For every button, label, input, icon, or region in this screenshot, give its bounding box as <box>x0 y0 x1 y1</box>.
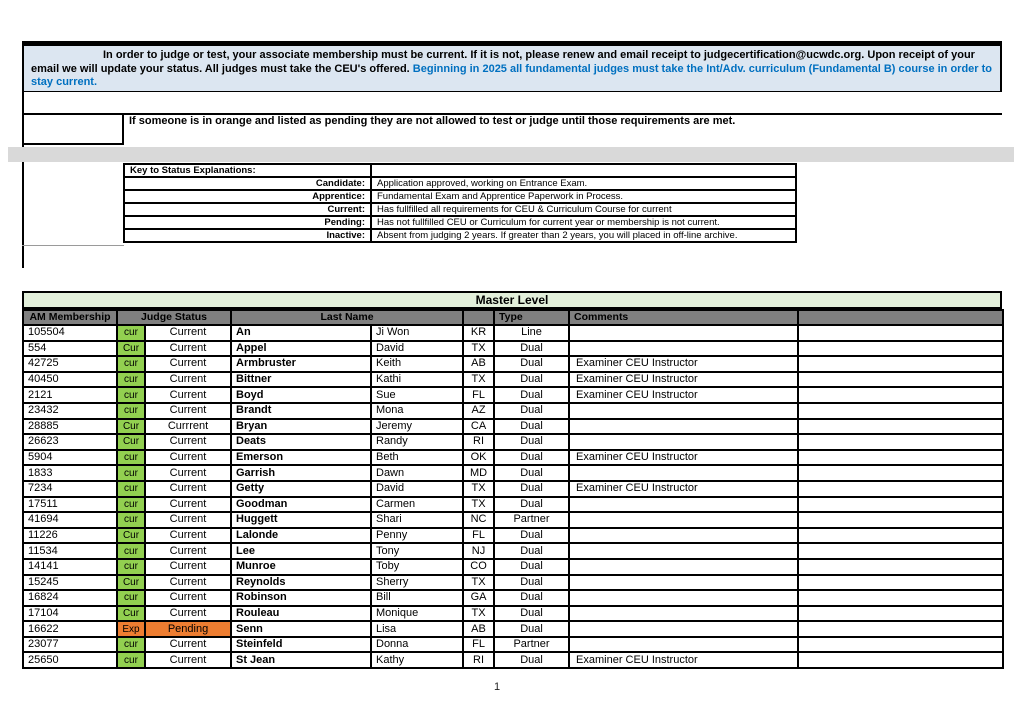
last-name-cell: Boyd <box>231 387 371 403</box>
last-name-cell: Reynolds <box>231 575 371 591</box>
status-badge: Cur <box>117 434 145 450</box>
empty-cell <box>798 543 1003 559</box>
comments-cell <box>569 512 798 528</box>
comments-cell <box>569 434 798 450</box>
type-cell: Dual <box>494 341 569 357</box>
status-badge: cur <box>117 387 145 403</box>
type-cell: Dual <box>494 559 569 575</box>
am-membership-cell: 7234 <box>23 481 117 497</box>
judge-status-cell: Current <box>145 434 231 450</box>
last-name-cell: Garrish <box>231 465 371 481</box>
first-name-cell: Tony <box>371 543 463 559</box>
key-row <box>124 216 796 229</box>
comments-cell: Examiner CEU Instructor <box>569 356 798 372</box>
status-badge: cur <box>117 403 145 419</box>
first-name-cell: Sherry <box>371 575 463 591</box>
table-row <box>23 559 1003 575</box>
state-cell: TX <box>463 497 494 513</box>
type-cell: Dual <box>494 590 569 606</box>
membership-notice-banner <box>22 41 1002 92</box>
judge-status-cell: Current <box>145 590 231 606</box>
am-membership-cell: 25650 <box>23 652 117 668</box>
table-row <box>23 403 1003 419</box>
last-name-cell: Huggett <box>231 512 371 528</box>
judge-status-cell: Current <box>145 606 231 622</box>
am-membership-cell: 16824 <box>23 590 117 606</box>
state-cell: RI <box>463 434 494 450</box>
divider-line <box>22 245 124 246</box>
state-cell: OK <box>463 450 494 466</box>
am-membership-cell: 1833 <box>23 465 117 481</box>
type-cell: Dual <box>494 356 569 372</box>
table-row <box>23 481 1003 497</box>
judge-status-cell: Current <box>145 559 231 575</box>
empty-cell <box>798 497 1003 513</box>
first-name-cell: Jeremy <box>371 419 463 435</box>
empty-cell <box>798 450 1003 466</box>
last-name-cell: An <box>231 325 371 341</box>
status-badge: cur <box>117 543 145 559</box>
status-badge: cur <box>117 481 145 497</box>
table-row <box>23 606 1003 622</box>
judge-status-cell: Current <box>145 372 231 388</box>
comments-cell <box>569 575 798 591</box>
comments-cell: Examiner CEU Instructor <box>569 387 798 403</box>
status-badge: Exp <box>117 621 145 637</box>
comments-cell <box>569 341 798 357</box>
key-label: Current: <box>124 203 371 216</box>
key-row <box>124 203 796 216</box>
empty-cell <box>798 481 1003 497</box>
am-membership-cell: 17104 <box>23 606 117 622</box>
comments-cell <box>569 528 798 544</box>
am-membership-cell: 41694 <box>23 512 117 528</box>
empty-cell <box>371 164 796 177</box>
state-cell: NC <box>463 512 494 528</box>
judge-status-cell: Current <box>145 512 231 528</box>
last-name-cell: Bittner <box>231 372 371 388</box>
first-name-cell: Kathi <box>371 372 463 388</box>
am-membership-cell: 14141 <box>23 559 117 575</box>
table-row <box>23 528 1003 544</box>
state-cell: NJ <box>463 543 494 559</box>
last-name-cell: Armbruster <box>231 356 371 372</box>
first-name-cell: Ji Won <box>371 325 463 341</box>
empty-cell <box>798 575 1003 591</box>
status-badge: Cur <box>117 419 145 435</box>
last-name-cell: St Jean <box>231 652 371 668</box>
judge-status-cell: Current <box>145 356 231 372</box>
type-cell: Dual <box>494 543 569 559</box>
last-name-cell: Lee <box>231 543 371 559</box>
first-name-cell: Sue <box>371 387 463 403</box>
judge-status-cell: Current <box>145 528 231 544</box>
table-row <box>23 497 1003 513</box>
judge-table-body <box>23 325 1003 668</box>
empty-cell <box>22 113 124 145</box>
table-row <box>23 575 1003 591</box>
status-badge: cur <box>117 652 145 668</box>
table-row <box>23 434 1003 450</box>
header-last-name: Last Name <box>231 310 463 325</box>
comments-cell: Examiner CEU Instructor <box>569 450 798 466</box>
state-cell: MD <box>463 465 494 481</box>
first-name-cell: Donna <box>371 637 463 653</box>
last-name-cell: Appel <box>231 341 371 357</box>
type-cell: Dual <box>494 372 569 388</box>
state-cell: TX <box>463 481 494 497</box>
table-row <box>23 621 1003 637</box>
type-cell: Dual <box>494 606 569 622</box>
table-row <box>23 372 1003 388</box>
last-name-cell: Getty <box>231 481 371 497</box>
first-name-cell: David <box>371 481 463 497</box>
am-membership-cell: 16622 <box>23 621 117 637</box>
state-cell: TX <box>463 372 494 388</box>
table-row <box>23 450 1003 466</box>
last-name-cell: Robinson <box>231 590 371 606</box>
comments-cell <box>569 325 798 341</box>
first-name-cell: Kathy <box>371 652 463 668</box>
state-cell: FL <box>463 528 494 544</box>
first-name-cell: Carmen <box>371 497 463 513</box>
key-row <box>124 229 796 242</box>
status-badge: cur <box>117 637 145 653</box>
key-description: Has not fullfilled CEU or Curriculum for current year or membership is not current. <box>371 216 796 229</box>
state-cell: GA <box>463 590 494 606</box>
last-name-cell: Brandt <box>231 403 371 419</box>
state-cell: FL <box>463 637 494 653</box>
header-type: Type <box>494 310 569 325</box>
comments-cell <box>569 606 798 622</box>
table-row <box>23 465 1003 481</box>
am-membership-cell: 40450 <box>23 372 117 388</box>
judge-status-cell: Current <box>145 543 231 559</box>
status-badge: Cur <box>117 341 145 357</box>
key-title: Key to Status Explanations: <box>124 164 371 177</box>
comments-cell <box>569 403 798 419</box>
status-badge: cur <box>117 372 145 388</box>
status-badge: cur <box>117 356 145 372</box>
judge-status-cell: Current <box>145 387 231 403</box>
first-name-cell: Randy <box>371 434 463 450</box>
first-name-cell: Dawn <box>371 465 463 481</box>
judge-status-cell: Current <box>145 450 231 466</box>
type-cell: Dual <box>494 481 569 497</box>
judge-status-cell: Currrent <box>145 419 231 435</box>
am-membership-cell: 26623 <box>23 434 117 450</box>
first-name-cell: Keith <box>371 356 463 372</box>
type-cell: Dual <box>494 528 569 544</box>
comments-cell <box>569 543 798 559</box>
header-comments: Comments <box>569 310 798 325</box>
status-badge: Cur <box>117 528 145 544</box>
comments-cell <box>569 419 798 435</box>
first-name-cell: Mona <box>371 403 463 419</box>
empty-cell <box>798 387 1003 403</box>
status-badge: cur <box>117 559 145 575</box>
status-badge: cur <box>117 325 145 341</box>
type-cell: Dual <box>494 652 569 668</box>
first-name-cell: Shari <box>371 512 463 528</box>
empty-cell <box>798 637 1003 653</box>
last-name-cell: Bryan <box>231 419 371 435</box>
last-name-cell: Deats <box>231 434 371 450</box>
judge-roster-table <box>22 309 1004 669</box>
type-cell: Dual <box>494 621 569 637</box>
comments-cell: Examiner CEU Instructor <box>569 372 798 388</box>
comments-cell <box>569 637 798 653</box>
type-cell: Dual <box>494 387 569 403</box>
key-row <box>124 177 796 190</box>
judge-status-cell: Current <box>145 652 231 668</box>
empty-cell <box>798 606 1003 622</box>
status-badge: cur <box>117 497 145 513</box>
key-label: Apprentice: <box>124 190 371 203</box>
table-row <box>23 419 1003 435</box>
state-cell: RI <box>463 652 494 668</box>
table-row <box>23 356 1003 372</box>
first-name-cell: Lisa <box>371 621 463 637</box>
last-name-cell: Senn <box>231 621 371 637</box>
empty-cell <box>798 652 1003 668</box>
key-description: Absent from judging 2 years. If greater than 2 years, you will placed in off-line archive. <box>371 229 796 242</box>
banner-text <box>31 49 993 90</box>
status-badge: Cur <box>117 575 145 591</box>
first-name-cell: Bill <box>371 590 463 606</box>
table-row <box>23 512 1003 528</box>
am-membership-cell: 23432 <box>23 403 117 419</box>
last-name-cell: Rouleau <box>231 606 371 622</box>
banner-text-blue: Beginning in 2025 all fundamental judges must take the Int/Adv. curriculum (Fundamental B) course in order to stay current. <box>31 62 993 88</box>
first-name-cell: Toby <box>371 559 463 575</box>
gray-divider-band <box>8 147 1014 162</box>
table-row <box>23 543 1003 559</box>
last-name-cell: Emerson <box>231 450 371 466</box>
am-membership-cell: 2121 <box>23 387 117 403</box>
empty-cell <box>798 341 1003 357</box>
table-row <box>23 341 1003 357</box>
header-am-membership: AM Membership <box>23 310 117 325</box>
judge-status-cell: Pending <box>145 621 231 637</box>
judge-status-cell: Current <box>145 497 231 513</box>
last-name-cell: Munroe <box>231 559 371 575</box>
comments-cell: Examiner CEU Instructor <box>569 652 798 668</box>
status-key-table <box>123 163 797 243</box>
empty-cell <box>798 403 1003 419</box>
last-name-cell: Steinfeld <box>231 637 371 653</box>
judge-status-cell: Current <box>145 465 231 481</box>
am-membership-cell: 5904 <box>23 450 117 466</box>
state-cell: CA <box>463 419 494 435</box>
state-cell: TX <box>463 575 494 591</box>
comments-cell <box>569 559 798 575</box>
first-name-cell: Beth <box>371 450 463 466</box>
empty-cell <box>798 465 1003 481</box>
am-membership-cell: 28885 <box>23 419 117 435</box>
state-cell: KR <box>463 325 494 341</box>
page-number: 1 <box>493 681 501 693</box>
status-badge: cur <box>117 512 145 528</box>
table-row <box>23 652 1003 668</box>
first-name-cell: Monique <box>371 606 463 622</box>
state-cell: AB <box>463 356 494 372</box>
am-membership-cell: 11534 <box>23 543 117 559</box>
empty-cell <box>798 356 1003 372</box>
status-badge: Cur <box>117 606 145 622</box>
last-name-cell: Lalonde <box>231 528 371 544</box>
type-cell: Partner <box>494 637 569 653</box>
am-membership-cell: 554 <box>23 341 117 357</box>
table-row <box>23 387 1003 403</box>
am-membership-cell: 23077 <box>23 637 117 653</box>
type-cell: Dual <box>494 450 569 466</box>
comments-cell: Examiner CEU Instructor <box>569 481 798 497</box>
status-badge: cur <box>117 450 145 466</box>
key-description: Has fullfilled all requirements for CEU & Curriculum Course for current <box>371 203 796 216</box>
empty-cell <box>798 325 1003 341</box>
last-name-cell: Goodman <box>231 497 371 513</box>
empty-cell <box>798 559 1003 575</box>
type-cell: Dual <box>494 434 569 450</box>
section-title-master-level: Master Level <box>22 291 1002 309</box>
table-row <box>23 325 1003 341</box>
empty-cell <box>798 590 1003 606</box>
type-cell: Dual <box>494 419 569 435</box>
judge-status-cell: Current <box>145 325 231 341</box>
key-description: Application approved, working on Entrance Exam. <box>371 177 796 190</box>
type-cell: Line <box>494 325 569 341</box>
header-state <box>463 310 494 325</box>
table-header-row <box>23 310 1003 325</box>
state-cell: CO <box>463 559 494 575</box>
status-badge: cur <box>117 590 145 606</box>
orange-pending-notice: If someone is in orange and listed as pending they are not allowed to test or judge until those requirements are met. <box>129 115 736 127</box>
judge-status-cell: Current <box>145 341 231 357</box>
judge-status-cell: Current <box>145 637 231 653</box>
am-membership-cell: 42725 <box>23 356 117 372</box>
empty-cell <box>798 621 1003 637</box>
judge-status-cell: Current <box>145 575 231 591</box>
header-extra <box>798 310 1003 325</box>
key-label: Candidate: <box>124 177 371 190</box>
key-row <box>124 190 796 203</box>
type-cell: Dual <box>494 465 569 481</box>
comments-cell <box>569 497 798 513</box>
status-badge: cur <box>117 465 145 481</box>
state-cell: AZ <box>463 403 494 419</box>
key-label: Inactive: <box>124 229 371 242</box>
am-membership-cell: 11226 <box>23 528 117 544</box>
empty-cell <box>798 372 1003 388</box>
judge-status-cell: Current <box>145 481 231 497</box>
first-name-cell: David <box>371 341 463 357</box>
empty-cell <box>798 434 1003 450</box>
state-cell: TX <box>463 341 494 357</box>
am-membership-cell: 105504 <box>23 325 117 341</box>
type-cell: Dual <box>494 497 569 513</box>
type-cell: Dual <box>494 575 569 591</box>
comments-cell <box>569 621 798 637</box>
table-row <box>23 637 1003 653</box>
state-cell: AB <box>463 621 494 637</box>
empty-cell <box>798 512 1003 528</box>
key-label: Pending: <box>124 216 371 229</box>
am-membership-cell: 15245 <box>23 575 117 591</box>
header-judge-status: Judge Status <box>117 310 231 325</box>
comments-cell <box>569 465 798 481</box>
empty-cell <box>798 528 1003 544</box>
key-header-row <box>124 164 796 177</box>
table-row <box>23 590 1003 606</box>
empty-cell <box>798 419 1003 435</box>
state-cell: TX <box>463 606 494 622</box>
type-cell: Dual <box>494 403 569 419</box>
judge-status-cell: Current <box>145 403 231 419</box>
type-cell: Partner <box>494 512 569 528</box>
comments-cell <box>569 590 798 606</box>
banner-text-black: In order to judge or test, your associate membership must be current. If it is not, please renew and email receipt to judgecertification@ucwdc.org. Upon receipt of your email we will update your status. All judges must take the CEU's offered. <box>31 49 975 75</box>
key-description: Fundamental Exam and Apprentice Paperwork in Process. <box>371 190 796 203</box>
am-membership-cell: 17511 <box>23 497 117 513</box>
first-name-cell: Penny <box>371 528 463 544</box>
state-cell: FL <box>463 387 494 403</box>
